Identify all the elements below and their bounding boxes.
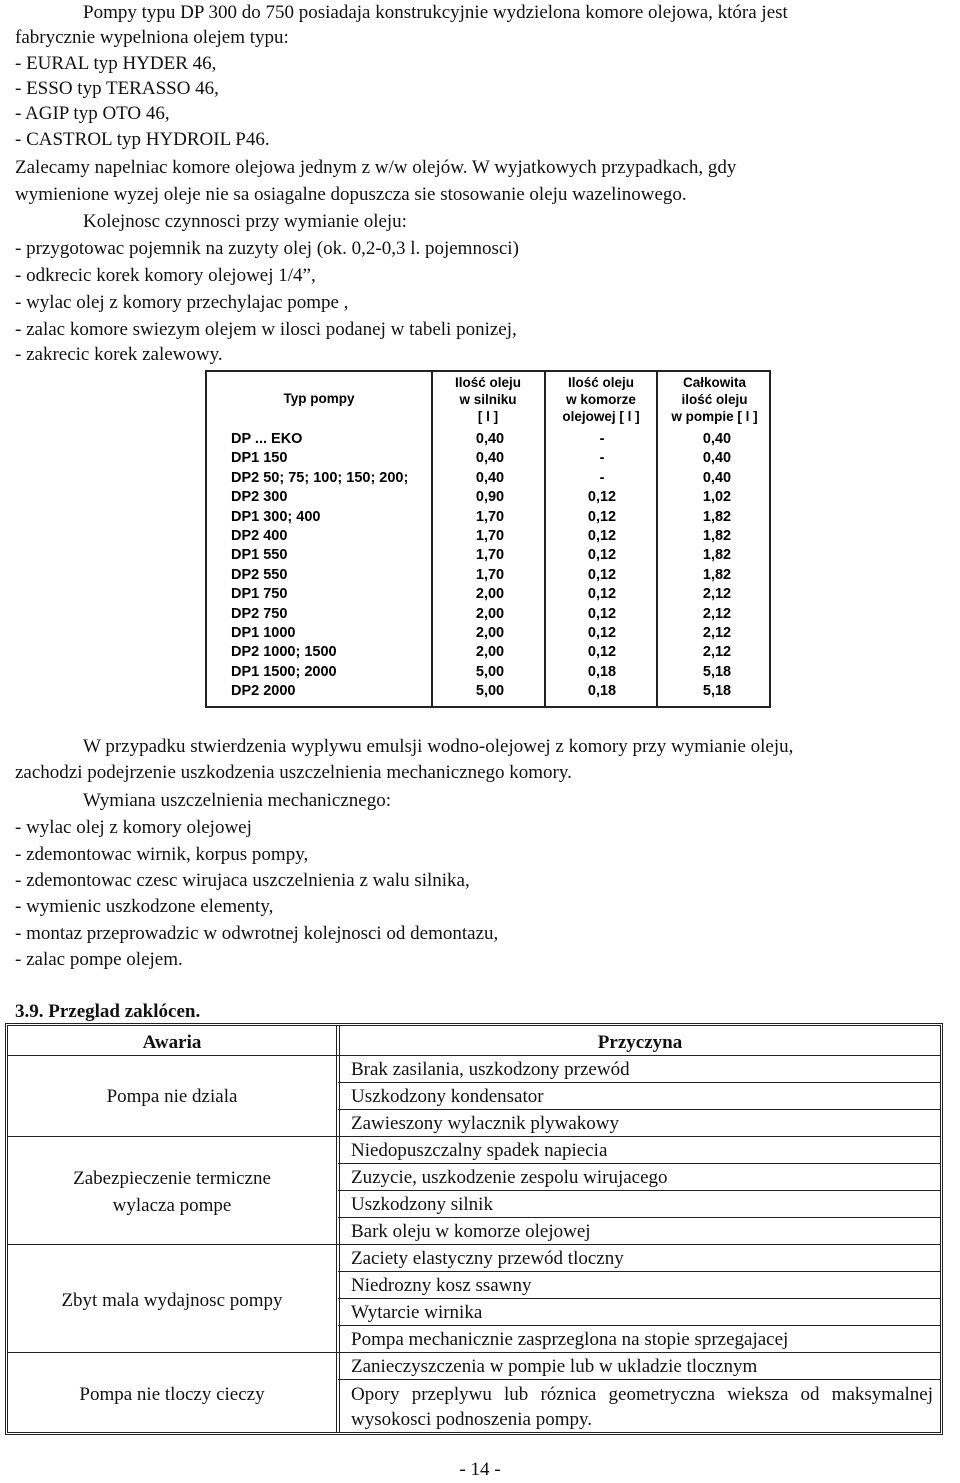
chamber-oil-cell: 0,12 — [587, 566, 617, 583]
motor-oil-cell: 1,70 — [475, 566, 505, 583]
pump-type-cell: DP1 550 — [231, 547, 288, 564]
chamber-oil-cell: 0,12 — [587, 528, 617, 544]
seal-step: - zalac pompe olejem. — [15, 949, 183, 970]
fault-cell: Zbyt mala wydajnosc pompy — [61, 1290, 283, 1311]
chamber-oil-cell: 0,18 — [587, 683, 617, 700]
motor-oil-cell: 0,40 — [475, 431, 505, 447]
motor-oil-cell: 0,40 — [475, 469, 505, 486]
chamber-oil-cell: 0,12 — [587, 644, 617, 661]
total-oil-cell: 5,18 — [702, 663, 732, 680]
motor-oil-cell: 0,40 — [475, 450, 505, 467]
chamber-oil-cell: - — [599, 450, 605, 467]
fault-cell: Zabezpieczenie termiczne wylacza pompe — [73, 1168, 271, 1216]
intro-para2-line2: wymienione wyzej oleje nie sa osiagalne dopuszcza sie stosowanie oleju wazelinowego. — [15, 184, 687, 205]
pump-type-cell: DP1 1500; 2000 — [231, 663, 337, 680]
header-fault: Awaria — [142, 1032, 202, 1053]
motor-oil-cell: 2,00 — [475, 625, 505, 641]
emulsion-para-line1: W przypadku stwierdzenia wyplywu emulsji wodno-olejowej z komory przy wymianie oleju, — [83, 736, 794, 757]
intro-para2-line1: Zalecamy napelniac komore olejowa jednym z w/w olejów. W wyjatkowych przypadkach, gdy — [15, 157, 737, 178]
chamber-oil-cell: 0,18 — [587, 663, 617, 680]
fault-cell: Pompa nie tloczy cieczy — [79, 1384, 265, 1405]
fault-table — [5, 1023, 943, 1435]
motor-oil-cell: 1,70 — [475, 528, 505, 544]
cause-cell: Uszkodzony silnik — [351, 1194, 493, 1215]
motor-oil-cell: 2,00 — [475, 586, 505, 603]
total-oil-cell: 2,12 — [702, 644, 732, 661]
total-oil-cell: 2,12 — [702, 625, 732, 641]
pump-type-cell: DP2 750 — [231, 605, 288, 622]
cause-cell: Bark oleju w komorze olejowej — [351, 1221, 591, 1242]
seal-replacement-title: Wymiana uszczelnienia mechanicznego: — [83, 790, 391, 811]
pump-type-cell: DP2 2000 — [231, 683, 296, 700]
oil-list-item: - ESSO typ TERASSO 46, — [15, 78, 219, 99]
header-pump-type: Typ pompy — [283, 391, 355, 406]
motor-oil-cell: 5,00 — [475, 683, 505, 700]
cause-cell: Brak zasilania, uszkodzony przewód — [351, 1059, 630, 1080]
chamber-oil-cell: 0,12 — [587, 605, 617, 622]
seal-step: - wylac olej z komory olejowej — [15, 817, 252, 838]
pump-type-cell: DP1 1000 — [231, 625, 296, 641]
fault-cell: Pompa nie dziala — [106, 1086, 238, 1107]
header-cause: Przyczyna — [597, 1032, 683, 1053]
table-divider — [336, 1026, 340, 1432]
motor-oil-cell: 2,00 — [475, 644, 505, 661]
oil-list-item: - AGIP typ OTO 46, — [15, 103, 170, 124]
total-oil-cell: 2,12 — [702, 605, 732, 622]
cause-cell: Zuzycie, uszkodzenie zespolu wirujacego — [351, 1167, 668, 1188]
oil-list-item: - CASTROL typ HYDROIL P46. — [15, 129, 270, 150]
seal-step: - zdemontowac czesc wirujaca uszczelnienia z walu silnika, — [15, 870, 470, 891]
oil-change-step: - odkrecic korek komory olejowej 1/4”, — [15, 265, 316, 286]
pump-type-cell: DP1 300; 400 — [231, 508, 321, 525]
chamber-oil-cell: - — [599, 469, 605, 486]
oil-list-item: - EURAL typ HYDER 46, — [15, 53, 217, 74]
total-oil-cell: 1,82 — [702, 566, 732, 583]
oil-change-step: - wylac olej z komory przechylajac pompe , — [15, 292, 349, 313]
total-oil-cell: 0,40 — [702, 469, 732, 486]
cause-cell: Opory przeplywu lub róznica geometryczna wieksza od maksymalnej wysokosci podnoszenia pompy. — [351, 1384, 933, 1430]
page-number: - 14 - — [459, 1459, 501, 1480]
total-oil-cell: 5,18 — [702, 683, 732, 700]
emulsion-para-line2: zachodzi podejrzenie uszkodzenia uszczelnienia mechanicznego komory. — [15, 762, 572, 783]
cause-cell: Uszkodzony kondensator — [351, 1086, 544, 1107]
pump-type-cell: DP2 1000; 1500 — [231, 644, 337, 661]
pump-type-cell: DP1 750 — [231, 586, 288, 603]
pump-type-cell: DP2 400 — [231, 528, 288, 544]
motor-oil-cell: 1,70 — [475, 547, 505, 564]
pump-type-cell: DP2 50; 75; 100; 150; 200; — [231, 469, 409, 486]
oil-change-step: - przygotowac pojemnik na zuzyty olej (ok. 0,2-0,3 l. pojemnosci) — [15, 238, 519, 259]
seal-step: - zdemontowac wirnik, korpus pompy, — [15, 844, 309, 865]
total-oil-cell: 0,40 — [702, 450, 732, 467]
pump-type-cell: DP ... EKO — [231, 431, 303, 447]
chamber-oil-cell: 0,12 — [587, 586, 617, 603]
header-motor-oil: Ilość oleju w silniku [ l ] — [454, 375, 522, 424]
cause-cell: Zanieczyszczenia w pompie lub w ukladzie tlocznym — [351, 1356, 758, 1377]
seal-step: - wymienic uszkodzone elementy, — [15, 896, 274, 917]
chamber-oil-cell: - — [599, 431, 605, 447]
section-heading: 3.9. Przeglad zaklócen. — [15, 1001, 201, 1022]
pump-type-cell: DP1 150 — [231, 450, 288, 467]
total-oil-cell: 0,40 — [702, 431, 732, 447]
cause-cell: Zawieszony wylacznik plywakowy — [351, 1113, 620, 1134]
chamber-oil-cell: 0,12 — [587, 547, 617, 564]
chamber-oil-cell: 0,12 — [587, 508, 617, 525]
header-chamber-oil: Ilość oleju w komorze olejowej [ l ] — [562, 375, 640, 424]
oil-change-step: - zakrecic korek zalewowy. — [15, 344, 223, 365]
total-oil-cell: 1,82 — [702, 508, 732, 525]
total-oil-cell: 1,02 — [702, 489, 732, 506]
motor-oil-cell: 2,00 — [475, 605, 505, 622]
header-total-oil: Całkowita ilość oleju w pompie [ l ] — [671, 375, 758, 424]
cause-cell: Zaciety elastyczny przewód tloczny — [351, 1248, 624, 1269]
total-oil-cell: 2,12 — [702, 586, 732, 603]
chamber-oil-cell: 0,12 — [587, 625, 617, 641]
intro-para1-line1: Pompy typu DP 300 do 750 posiadaja konstrukcyjnie wydzielona komore olejowa, która jest — [83, 2, 788, 23]
cause-cell: Wytarcie wirnika — [351, 1302, 483, 1323]
motor-oil-cell: 0,90 — [475, 489, 505, 506]
chamber-oil-cell: 0,12 — [587, 489, 617, 506]
seal-step: - montaz przeprowadzic w odwrotnej kolejnosci od demontazu, — [15, 923, 499, 944]
total-oil-cell: 1,82 — [702, 547, 732, 564]
cause-cell: Pompa mechanicznie zasprzeglona na stopie sprzegajacej — [351, 1329, 789, 1350]
pump-type-cell: DP2 550 — [231, 566, 288, 583]
oil-quantity-table — [205, 370, 771, 708]
oil-change-steps-title: Kolejnosc czynnosci przy wymianie oleju: — [83, 211, 407, 232]
total-oil-cell: 1,82 — [702, 528, 732, 544]
intro-para1-line2: fabrycznie wypelniona olejem typu: — [15, 27, 289, 48]
cause-cell: Niedrozny kosz ssawny — [351, 1275, 532, 1296]
motor-oil-cell: 1,70 — [475, 508, 505, 525]
cause-cell: Niedopuszczalny spadek napiecia — [351, 1140, 608, 1161]
pump-type-cell: DP2 300 — [231, 489, 288, 506]
oil-change-step: - zalac komore swiezym olejem w ilosci podanej w tabeli ponizej, — [15, 319, 517, 340]
motor-oil-cell: 5,00 — [475, 663, 505, 680]
